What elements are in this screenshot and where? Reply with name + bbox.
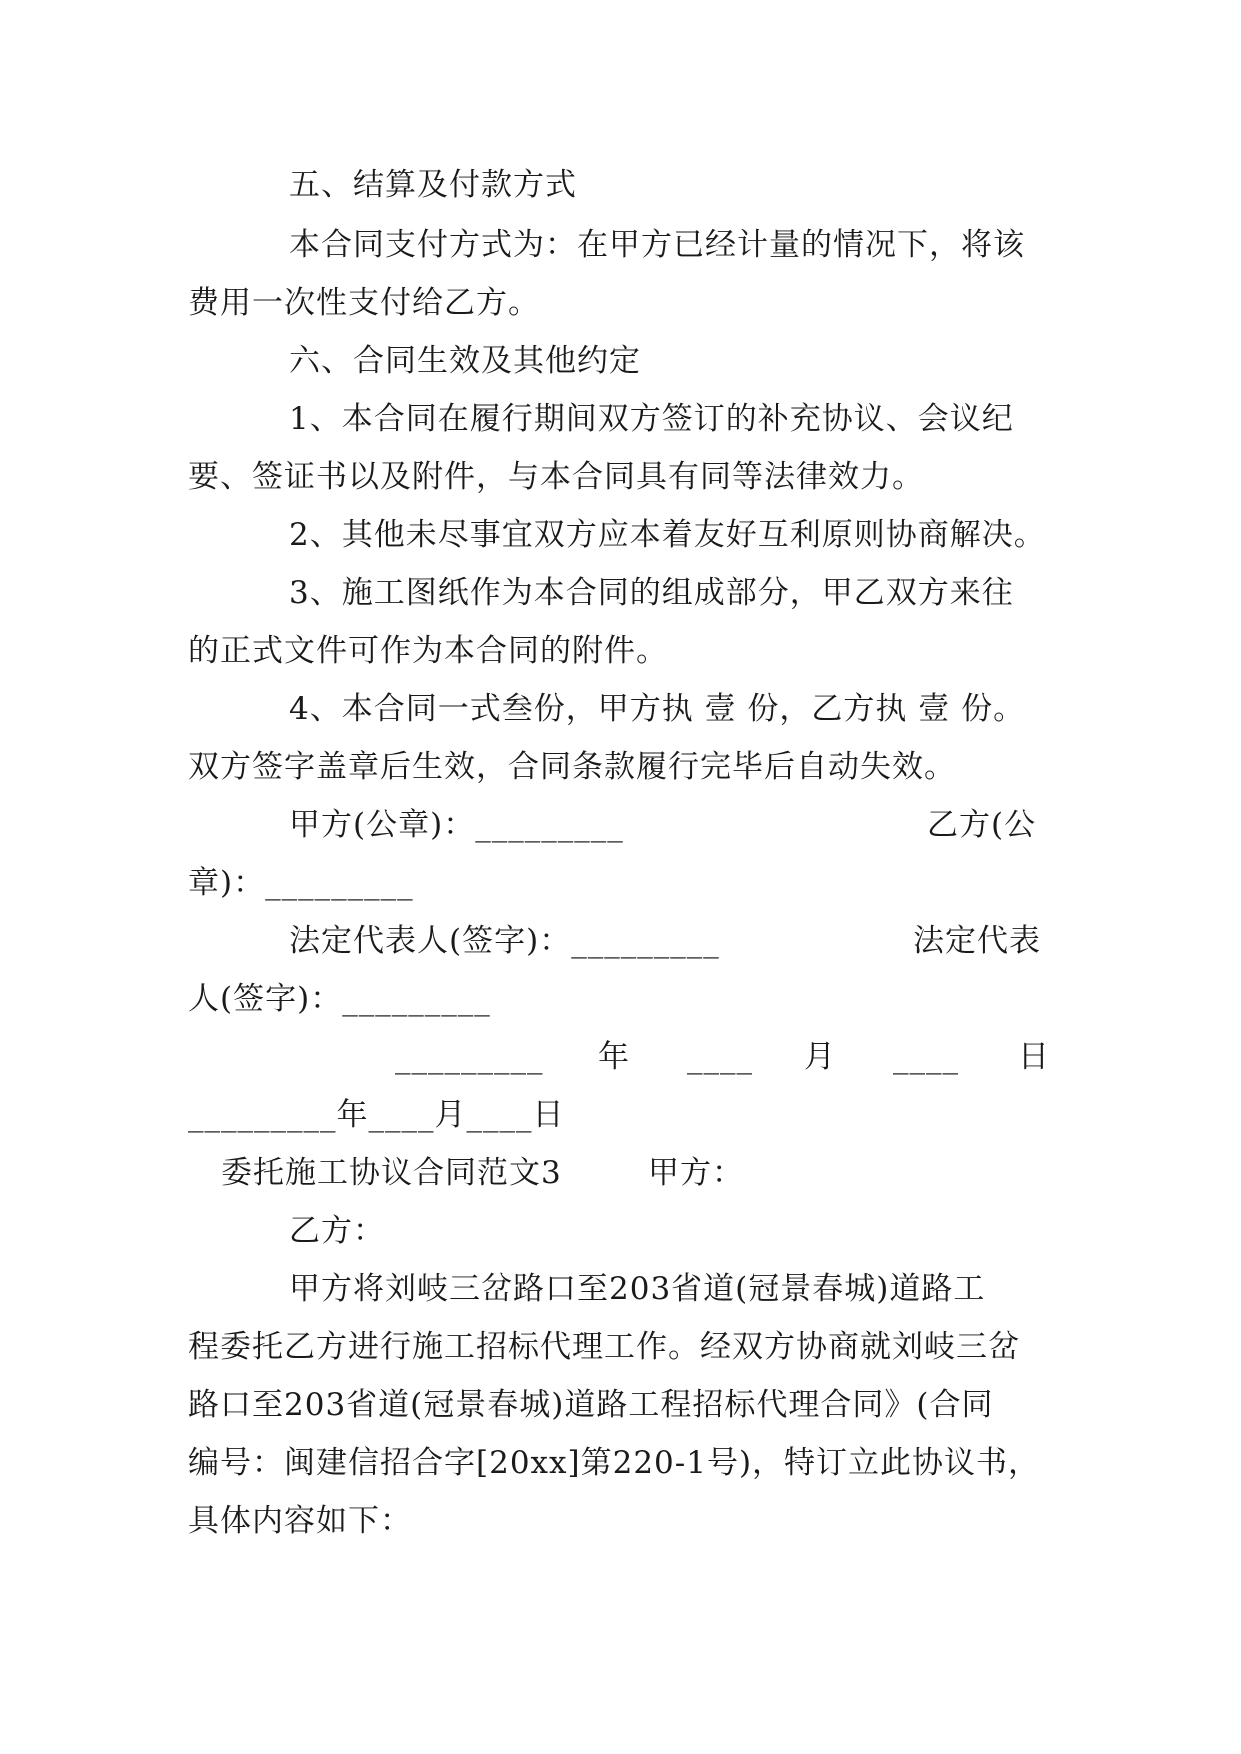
paragraph-line: 2、其他未尽事宜双方应本着友好互利原则协商解决。 (289, 517, 1046, 553)
paragraph-line: 要、签证书以及附件，与本合同具有同等法律效力。 (188, 459, 924, 495)
party-b-seal-line: 章)：_________ (188, 865, 414, 901)
party-b-representative-label: 法定代表 (913, 923, 1041, 959)
paragraph-line: 双方签字盖章后生效，合同条款履行完毕后自动失效。 (188, 749, 956, 785)
party-b-seal-label: 乙方(公 (927, 807, 1037, 843)
paragraph-line: 甲方将刘岐三岔路口至203省道(冠景春城)道路工 (289, 1271, 986, 1307)
contract-title: 委托施工协议合同范文3 (221, 1155, 562, 1191)
section-heading-effectiveness: 六、合同生效及其他约定 (289, 343, 641, 379)
paragraph-line: 程委托乙方进行施工招标代理工作。经双方协商就刘岐三岔 (188, 1329, 1020, 1365)
section-heading-settlement: 五、结算及付款方式 (289, 167, 577, 203)
party-a-seal-line: 甲方(公章)：_________ (289, 807, 624, 843)
party-b-representative-line: 人(签字)：_________ (188, 981, 491, 1017)
paragraph-line: 编号：闽建信招合字[20xx]第220-1号)，特订立此协议书， (188, 1445, 1041, 1481)
paragraph-line: 4、本合同一式叁份，甲方执 壹 份，乙方执 壹 份。 (289, 691, 1026, 727)
date-year-label: 年 (598, 1039, 630, 1075)
party-a-label: 甲方： (648, 1155, 744, 1191)
paragraph-line: 1、本合同在履行期间双方签订的补充协议、会议纪 (289, 401, 1014, 437)
date-line: _________年____月____日 (188, 1097, 565, 1133)
paragraph-line: 路口至203省道(冠景春城)道路工程招标代理合同》(合同 (188, 1387, 994, 1423)
date-day-label: 日 (1018, 1039, 1050, 1075)
date-month-label: 月 (804, 1039, 836, 1075)
date-blank-month: ____ (687, 1039, 753, 1075)
paragraph-line: 费用一次性支付给乙方。 (188, 285, 540, 321)
party-b-label: 乙方： (289, 1213, 385, 1249)
date-blank-day: ____ (893, 1039, 959, 1075)
party-a-representative-line: 法定代表人(签字)：_________ (289, 923, 720, 959)
paragraph-line: 本合同支付方式为：在甲方已经计量的情况下，将该 (289, 227, 1025, 263)
paragraph-line: 具体内容如下： (188, 1503, 412, 1539)
date-blank-year: _________ (395, 1039, 544, 1075)
paragraph-line: 3、施工图纸作为本合同的组成部分，甲乙双方来往 (289, 575, 1014, 611)
paragraph-line: 的正式文件可作为本合同的附件。 (188, 633, 668, 669)
